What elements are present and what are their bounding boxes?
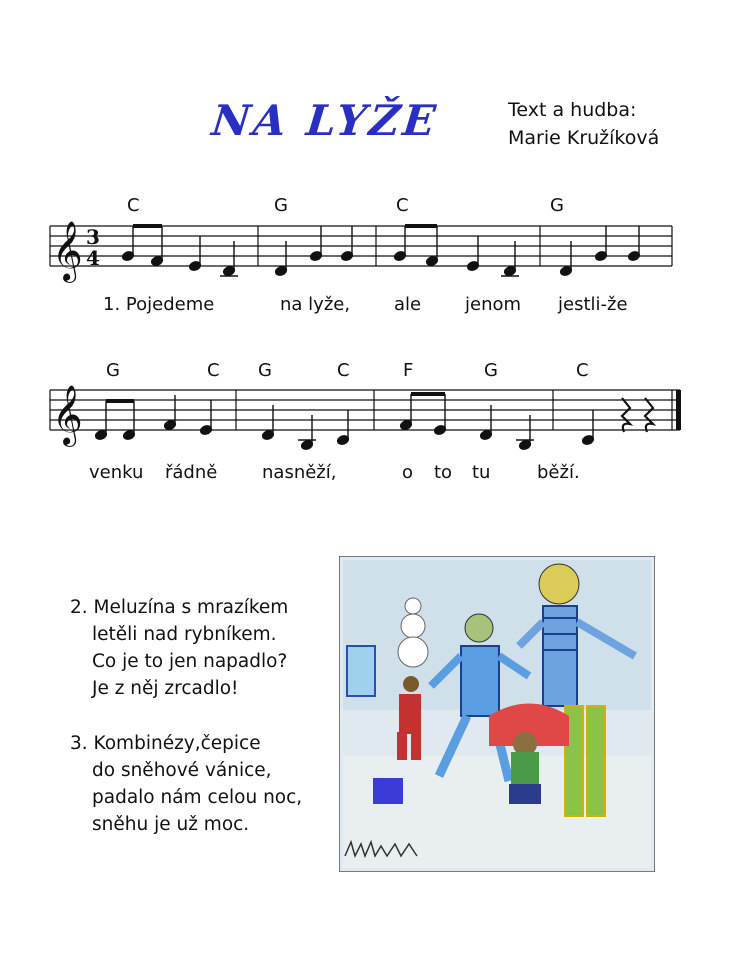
chord-symbol: C	[207, 360, 220, 381]
chord-symbol: G	[106, 360, 120, 381]
music-staff-2	[0, 355, 736, 485]
verse-line: sněhu je už moc.	[92, 814, 250, 835]
quarter-rest-icon	[622, 398, 630, 432]
lyric-syllable: o	[402, 462, 414, 483]
lyric-syllable: nasněží,	[262, 462, 337, 483]
chord-symbol: G	[550, 195, 564, 216]
verse-line: letěli nad rybníkem.	[92, 624, 277, 645]
chord-symbol: G	[484, 360, 498, 381]
treble-clef-icon: 𝄞	[52, 385, 83, 445]
treble-clef-icon: 𝄞	[52, 221, 83, 281]
verse-line: do sněhové vánice,	[92, 760, 272, 781]
children-drawing-illustration	[339, 556, 655, 872]
chord-symbol: C	[337, 360, 350, 381]
lyric-syllable: jenom	[465, 294, 522, 315]
credits-label: Text a hudba:	[508, 99, 637, 121]
credits	[508, 96, 659, 152]
lyric-syllable: jestli-že	[558, 294, 628, 315]
lyric-syllable: tu	[472, 462, 491, 483]
chord-symbol: F	[403, 360, 414, 381]
verse-3	[70, 730, 302, 838]
verse-line: 2. Meluzína s mrazíkem	[70, 597, 289, 618]
quarter-rest-icon	[645, 398, 653, 432]
time-signature-bottom: 4	[86, 246, 100, 270]
lyric-syllable: to	[434, 462, 453, 483]
lyric-syllable: ale	[394, 294, 422, 315]
lyric-syllable: běží.	[537, 462, 580, 483]
time-signature-top: 3	[86, 225, 100, 249]
verse-line: 3. Kombinézy,čepice	[70, 733, 261, 754]
chord-symbol: C	[127, 195, 140, 216]
verse-line: Co je to jen napadlo?	[92, 651, 288, 672]
lyric-syllable: řádně	[165, 462, 218, 483]
lyric-syllable: na lyže,	[280, 294, 351, 315]
composer-name: Marie Kružíková	[508, 127, 660, 149]
chord-symbol: C	[576, 360, 589, 381]
chord-symbol: G	[258, 360, 272, 381]
chord-symbol: G	[274, 195, 288, 216]
lyric-syllable: venku	[89, 462, 144, 483]
verse-2	[70, 594, 288, 702]
lyric-syllable: 1. Pojedeme	[103, 294, 215, 315]
chord-symbol: C	[396, 195, 409, 216]
verse-line: padalo nám celou noc,	[92, 787, 303, 808]
verse-line: Je z něj zrcadlo!	[92, 678, 239, 699]
music-staff-1	[0, 190, 736, 320]
song-title: NA LYŽE	[209, 96, 441, 145]
